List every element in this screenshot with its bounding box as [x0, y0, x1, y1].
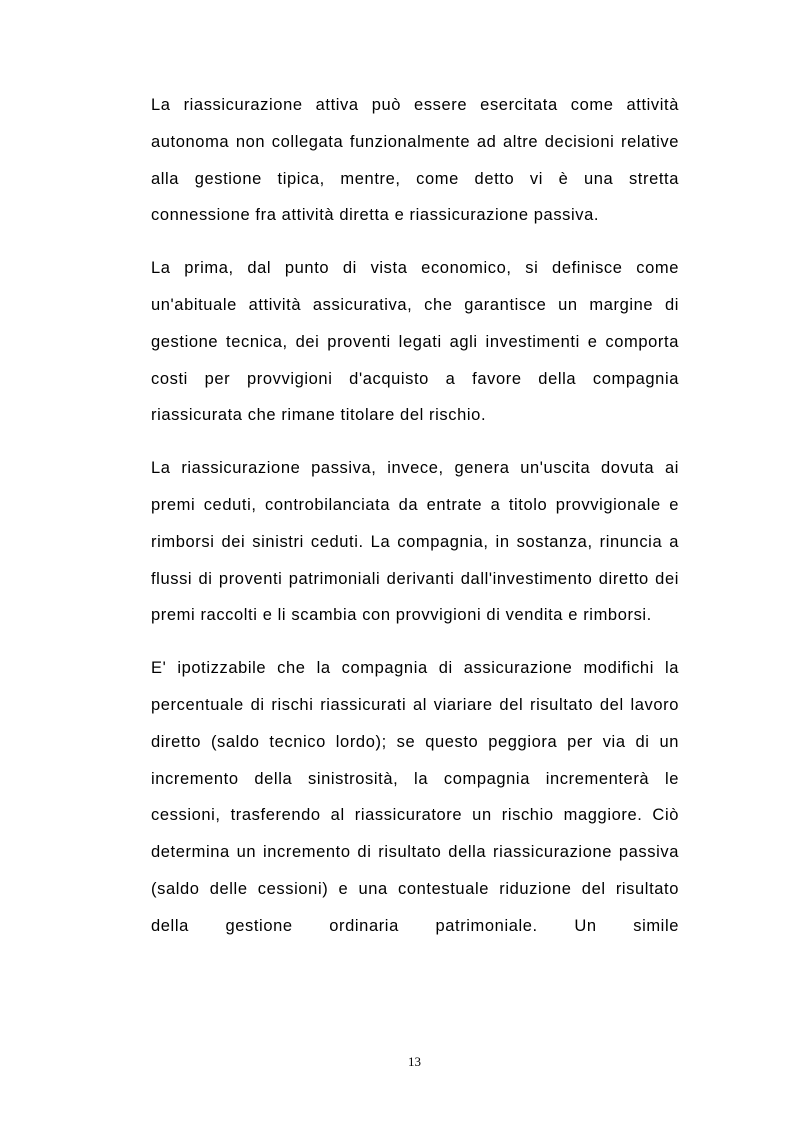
body-text [151, 87, 679, 961]
paragraph: La prima, dal punto di vista economico, si definisce come un'abituale attività assicurativa, che garantisce un margine di gestione tecnica, dei proventi legati agli investimenti e comporta costi per provvigioni d'acquisto a favore della compagnia riassicurata che rimane titolare del rischio. [151, 259, 679, 425]
page-number: 13 [408, 1054, 421, 1069]
paragraph: La riassicurazione passiva, invece, genera un'uscita dovuta ai premi ceduti, controbilanciata da entrate a titolo provvigionale e rimborsi dei sinistri ceduti. La compagnia, in sostanza, rinuncia a flussi di proventi patrimoniali derivanti dall'investimento diretto dei premi raccolti e li scambia con provvigioni di vendita e rimborsi. [151, 459, 679, 625]
paragraph: E' ipotizzabile che la compagnia di assicurazione modifichi la percentuale di rischi riassicurati al viariare del risultato del lavoro diretto (saldo tecnico lordo); se questo peggiora per via di un incremento della sinistrosità, la compagnia incrementerà le cessioni, trasferendo al riassicuratore un rischio maggiore. Ciò determina un incremento di risultato della riassicurazione passiva (saldo delle cessioni) e una contestuale riduzione del risultato della gestione ordinaria patrimoniale. Un simile [151, 659, 679, 935]
paragraph: La riassicurazione attiva può essere esercitata come attività autonoma non collegata funzionalmente ad altre decisioni relative alla gestione tipica, mentre, come detto vi è una stretta connessione fra attività diretta e riassicurazione passiva. [151, 96, 679, 225]
